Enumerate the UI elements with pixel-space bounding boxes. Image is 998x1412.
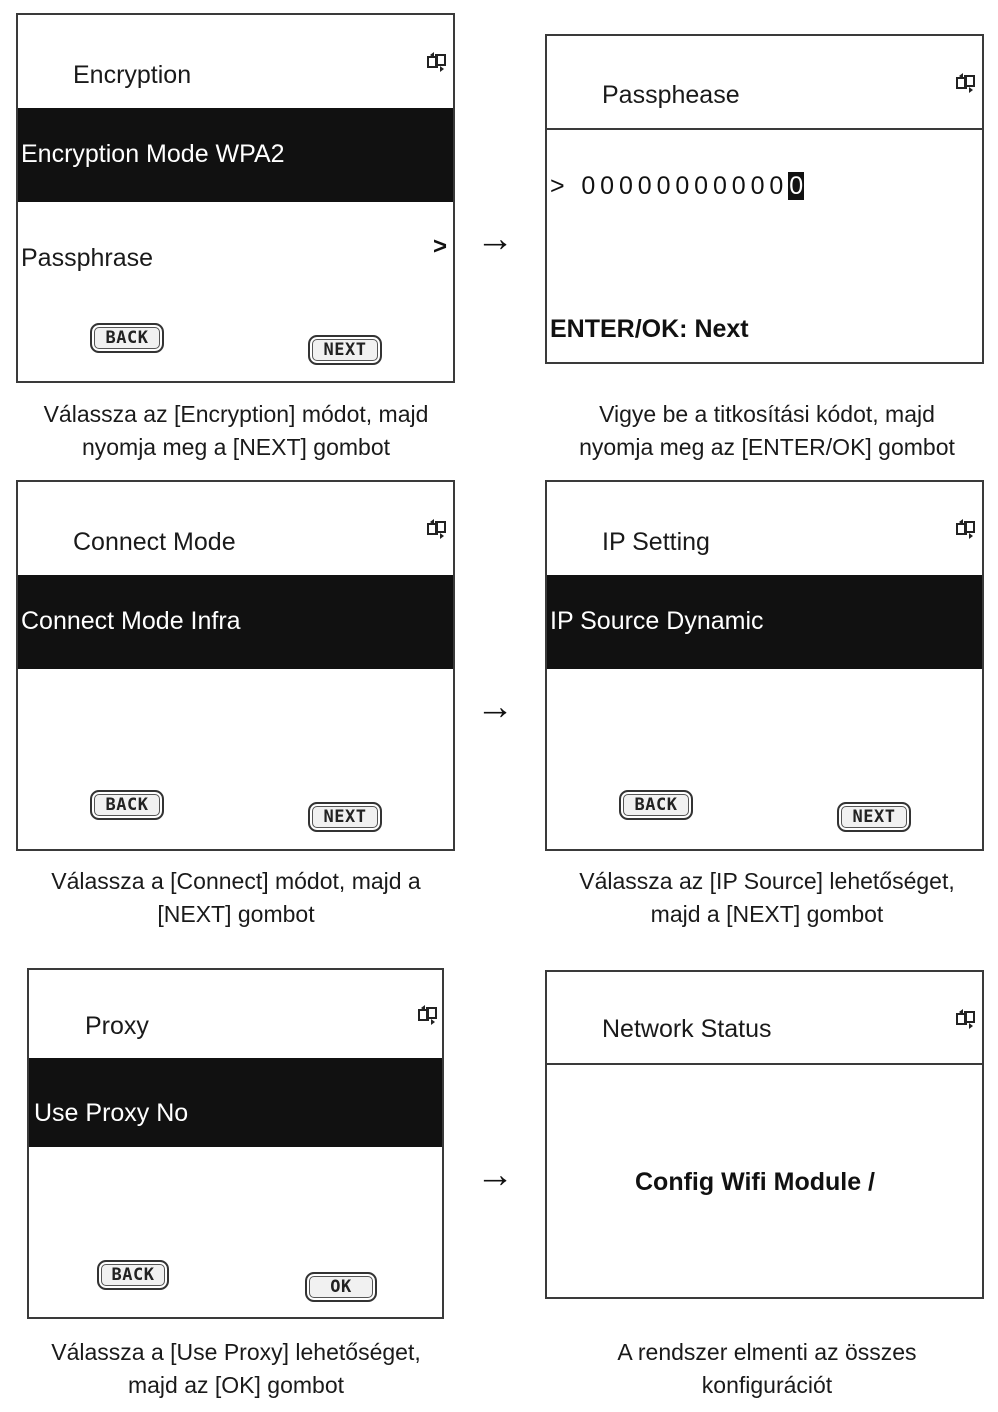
- enter-hint: ENTER/OK: Next: [550, 315, 749, 343]
- title-divider: [547, 128, 982, 130]
- caption-line: Válassza a [Connect] módot, majd a: [51, 868, 421, 894]
- flow-arrow: →: [476, 1154, 514, 1196]
- refresh-icon: [955, 72, 977, 94]
- caption-line: Válassza az [IP Source] lehetőséget,: [579, 868, 955, 894]
- chevron-right-icon: >: [432, 233, 447, 260]
- caption-line: [NEXT] gombot: [157, 901, 315, 927]
- prompt-marker: >: [550, 172, 570, 200]
- connect-mode-screen: [16, 480, 455, 851]
- passphrase-input[interactable]: [550, 172, 804, 201]
- passphrase-row[interactable]: Passphrase: [21, 244, 154, 272]
- caption-line: majd az [OK] gombot: [127, 1372, 345, 1398]
- caption-line: nyomja meg az [ENTER/OK] gombot: [579, 434, 955, 460]
- caption-line: Válassza az [Encryption] módot, majd: [43, 401, 429, 427]
- refresh-icon: [955, 1008, 977, 1030]
- refresh-icon: [426, 518, 448, 540]
- ok-button[interactable]: OK: [305, 1272, 377, 1302]
- encryption-mode-label: Encryption Mode WPA2: [21, 140, 285, 168]
- screen-title: IP Setting: [602, 528, 710, 556]
- caption-line: A rendszer elmenti az összes: [617, 1339, 917, 1365]
- network-status-screen: [545, 970, 984, 1299]
- use-proxy-label: Use Proxy No: [34, 1099, 189, 1127]
- flow-arrow: →: [476, 686, 514, 728]
- status-message: Config Wifi Module /: [635, 1168, 876, 1196]
- caption-line: Válassza a [Use Proxy] lehetőséget,: [51, 1339, 421, 1365]
- proxy-screen: [27, 968, 444, 1319]
- next-button[interactable]: NEXT: [308, 335, 382, 365]
- status-caption: [536, 1336, 998, 1402]
- screen-title: Encryption: [73, 61, 192, 89]
- next-button[interactable]: NEXT: [308, 802, 382, 832]
- passphrase-value: 00000000000: [581, 172, 789, 200]
- caption-line: majd a [NEXT] gombot: [650, 901, 884, 927]
- text-cursor: 0: [789, 172, 804, 200]
- back-button[interactable]: BACK: [619, 790, 693, 820]
- connect-mode-label: Connect Mode Infra: [21, 607, 241, 635]
- ip-source-label: IP Source Dynamic: [550, 607, 764, 635]
- flow-arrow: →: [476, 218, 514, 260]
- use-proxy-row[interactable]: [29, 1058, 442, 1147]
- ip-source-row[interactable]: [547, 575, 982, 669]
- refresh-icon: [955, 518, 977, 540]
- connect-mode-row[interactable]: [18, 575, 453, 669]
- passphrase-screen: [545, 34, 984, 364]
- encryption-caption: [0, 398, 472, 464]
- screen-title: Network Status: [602, 1015, 772, 1043]
- back-button[interactable]: BACK: [90, 323, 164, 353]
- caption-line: Vigye be a titkosítási kódot, majd: [599, 401, 935, 427]
- screen-title: Passphease: [602, 81, 740, 109]
- refresh-icon: [417, 1004, 439, 1026]
- next-button[interactable]: NEXT: [837, 802, 911, 832]
- proxy-caption: [0, 1336, 472, 1402]
- encryption-screen: [16, 13, 455, 383]
- encryption-mode-row[interactable]: [18, 108, 453, 202]
- screen-title: Connect Mode: [73, 528, 236, 556]
- refresh-icon: [426, 51, 448, 73]
- connect-caption: [0, 865, 472, 931]
- back-button[interactable]: BACK: [90, 790, 164, 820]
- ip-caption: [536, 865, 998, 931]
- ip-setting-screen: [545, 480, 984, 851]
- back-button[interactable]: BACK: [97, 1260, 169, 1290]
- passphrase-caption: [536, 398, 998, 464]
- screen-title: Proxy: [85, 1012, 149, 1040]
- title-divider: [547, 1063, 982, 1065]
- caption-line: nyomja meg a [NEXT] gombot: [81, 434, 391, 460]
- caption-line: konfigurációt: [701, 1372, 833, 1398]
